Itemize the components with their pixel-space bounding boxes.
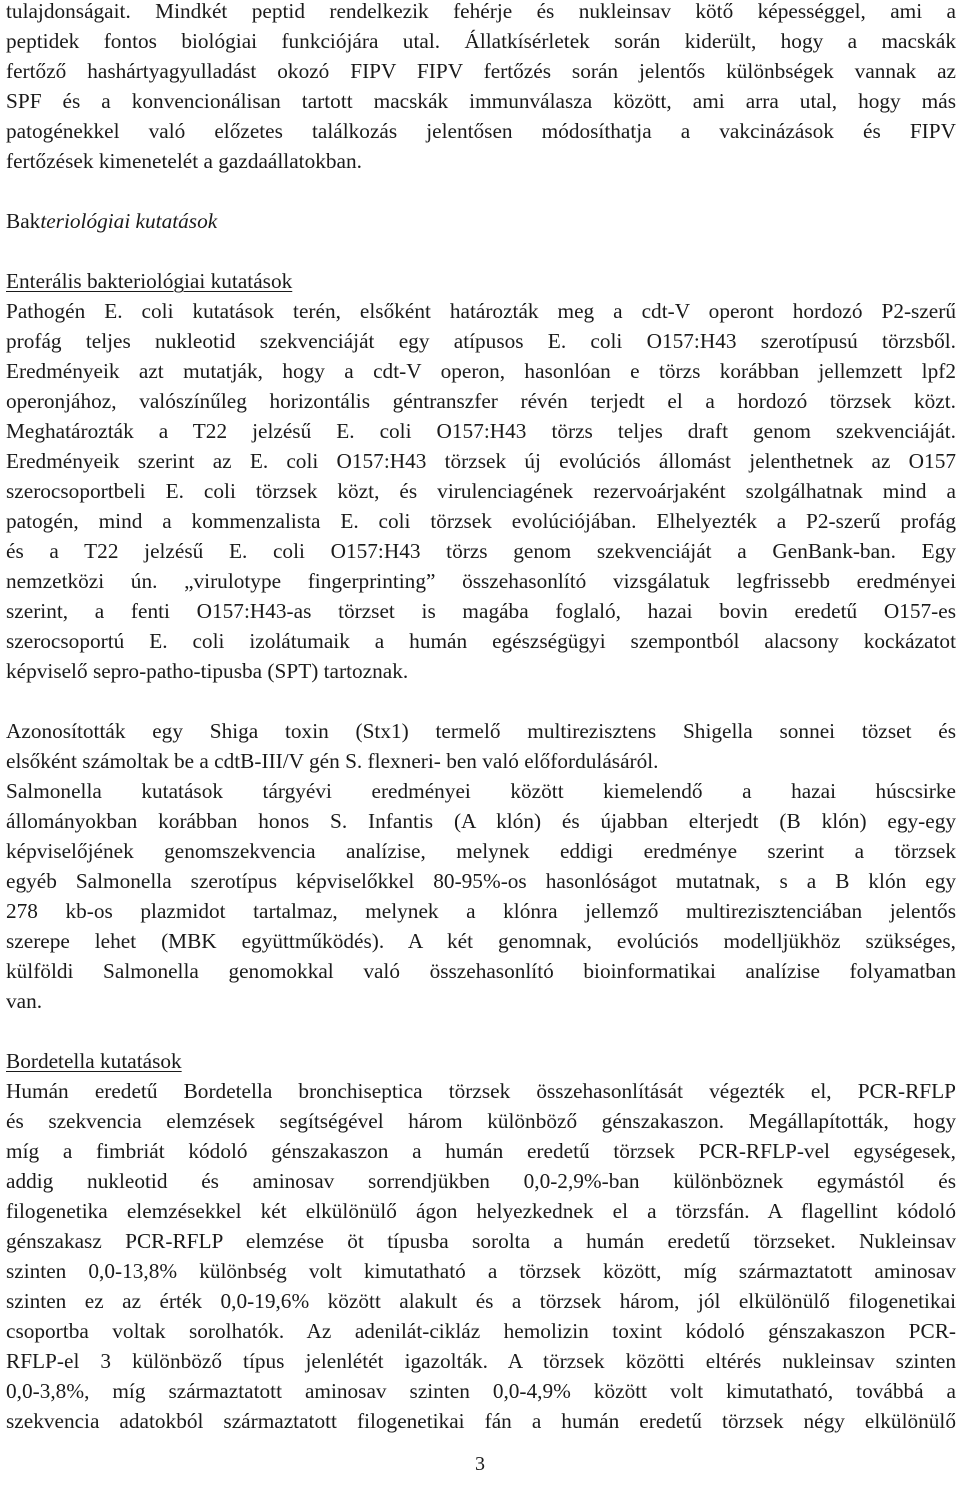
text-line: és szekvencia elemzések segítségével három különböző génszakaszon. Megállapították, hogy [6, 1109, 956, 1133]
text-line: patogénekkel való előzetes találkozás jelentősen módosíthatja a vakcinázások és FIPV [6, 119, 956, 143]
text-line: van. [6, 989, 43, 1013]
text-line: elsőként számoltak be a cdtB-III/V gén S. flexneri- ben való előfordulásáról. [6, 749, 659, 773]
document-page [6, 0, 956, 1436]
paragraph-bordetella [6, 1076, 956, 1436]
text-line: szerint, a fenti O157:H43-as törzset is magába foglaló, hazai bovin eredetű O157-es [6, 599, 956, 623]
text-line: operonjához, valószínűleg horizontális géntranszfer révén terjedt el a hordozó törzsek közt. [6, 389, 956, 413]
text-line: és a T22 jelzésű E. coli O157:H43 törzs genom szekvenciáját a GenBank-ban. Egy [6, 539, 956, 563]
heading-bordetella-text: Bordetella kutatások [6, 1049, 182, 1073]
page-number: 3 [475, 1453, 485, 1475]
text-line: külföldi Salmonella genomokkal való összehasonlító bioinformatikai analízise folyamatban [6, 959, 956, 983]
text-line: filogenetika elemzésekkel két elkülönülő ágon helyezkednek el a törzsfán. A flagellint kódoló [6, 1199, 956, 1223]
text-line: patogén, mind a kommenzalista E. coli törzsek evolúciójában. Elhelyezték a P2-szerű profág [6, 509, 956, 533]
text-line: Pathogén E. coli kutatások terén, elsőként határozták meg a cdt-V operont hordozó P2-szerű [6, 299, 956, 323]
text-line: SPF és a konvencionálisan tartott macskák immunválasza között, ami arra utal, hogy más [6, 89, 956, 113]
text-line: szerocsoportú E. coli izolátumaik a humán egészségügyi szempontból alacsony kockázatot [6, 629, 956, 653]
blank-line [6, 1016, 956, 1046]
blank-line [6, 176, 956, 206]
text-line: nemzetközi ún. „virulotype fingerprinting” összehasonlító vizsgálatuk legfrissebb eredményei [6, 569, 956, 593]
heading-bordetella [6, 1046, 956, 1076]
text-line: génszakasz PCR-RFLP elemzése öt típusba sorolta a humán eredetű törzseket. Nukleinsav [6, 1229, 956, 1253]
heading-enteral [6, 266, 956, 296]
text-line: csoportba voltak sorolhatók. Az adenilát-cikláz hemolizin toxint kódoló génszakaszon PCR- [6, 1319, 956, 1343]
text-line: RFLP-el 3 különböző típus jelenlétét igazolták. A törzsek közötti eltérés nukleinsav szinten [6, 1349, 956, 1373]
paragraph-shigella [6, 716, 956, 776]
text-line: szinten 0,0-13,8% különbség volt kimutatható a törzsek között, míg származtatott aminosav [6, 1259, 956, 1283]
text-line: peptidek fontos biológiai funkciójára utal. Állatkísérletek során kiderült, hogy a macskák [6, 29, 956, 53]
text-line: szerocsoportbeli E. coli törzsek közt, és virulenciagének rezervoárjaként szolgálhatnak mind a [6, 479, 956, 503]
text-line: profág teljes nukleotid szekvenciáját egy atípusos E. coli O157:H43 szerotípusú törzsből. [6, 329, 956, 353]
paragraph-ecoli [6, 296, 956, 686]
paragraph-salmonella [6, 776, 956, 1016]
heading-enteral-text: Enterális bakteriológiai kutatások [6, 269, 293, 293]
text-line: míg a fimbriát kódoló génszakaszon a humán eredetű törzsek PCR-RFLP-vel egységesek, [6, 1139, 956, 1163]
text-line: Eredményeik azt mutatják, hogy a cdt-V operon, hasonlóan e törzs korábban jellemzett lpf2 [6, 359, 956, 383]
text-line: szinten ez az érték 0,0-19,6% között alakult és a törzsek három, jól elkülönülő filogenetikai [6, 1289, 956, 1313]
text-line: Salmonella kutatások tárgyévi eredményei között kiemelendő a hazai húscsirke [6, 779, 956, 803]
text-line: Azonosították egy Shiga toxin (Stx1) termelő multirezisztens Shigella sonnei tözset és [6, 719, 956, 743]
blank-line [6, 236, 956, 266]
text-line: tulajdonságait. Mindkét peptid rendelkezik fehérje és nukleinsav kötő képességgel, ami a [6, 0, 956, 23]
paragraph-fipv [6, 0, 956, 176]
text-line: 278 kb-os plazmidot tartalmaz, melynek a klónra jellemző multirezisztenciában jelentős [6, 899, 956, 923]
heading-bacteriology-prefix: Bak [6, 209, 41, 233]
text-line: fertőzések kimenetelét a gazdaállatokban. [6, 149, 362, 173]
text-line: egyéb Salmonella szerotípus képviselőkkel 80-95%-os hasonlóságot mutatnak, s a B klón egy [6, 869, 956, 893]
heading-bacteriology-rest: teriológiai kutatások [40, 209, 218, 233]
text-line: szekvencia adatokból származtatott filogenetikai fán a humán eredetű törzsek négy elkülönülő [6, 1409, 956, 1433]
heading-bacteriology [6, 206, 956, 236]
text-line: Eredményeik szerint az E. coli O157:H43 törzsek új evolúciós állomást jelenthetnek az O157 [6, 449, 956, 473]
text-line: állományokban korábban honos S. Infantis (A klón) és újabban elterjedt (B klón) egy-egy [6, 809, 956, 833]
text-line: addig nukleotid és aminosav sorrendjükben 0,0-2,9%-ban különböznek egymástól és [6, 1169, 956, 1193]
blank-line [6, 686, 956, 716]
text-line: szerepe lehet (MBK együttműködés). A két genomnak, evolúciós modelljükhöz szükséges, [6, 929, 956, 953]
text-line: Humán eredetű Bordetella bronchiseptica törzsek összehasonlítását végezték el, PCR-RFLP [6, 1079, 956, 1103]
text-line: Meghatározták a T22 jelzésű E. coli O157:H43 törzs teljes draft genom szekvenciáját. [6, 419, 956, 443]
text-line: képviselőjének genomszekvencia analízise, melynek eddigi eredménye szerint a törzsek [6, 839, 956, 863]
text-line: 0,0-3,8%, míg származtatott aminosav szinten 0,0-4,9% között volt kimutatható, továbbá a [6, 1379, 956, 1403]
text-line: fertőző hashártyagyulladást okozó FIPV FIPV fertőzés során jelentős különbségek vannak az [6, 59, 956, 83]
text-line: képviselő sepro-patho-tipusba (SPT) tartoznak. [6, 659, 409, 683]
